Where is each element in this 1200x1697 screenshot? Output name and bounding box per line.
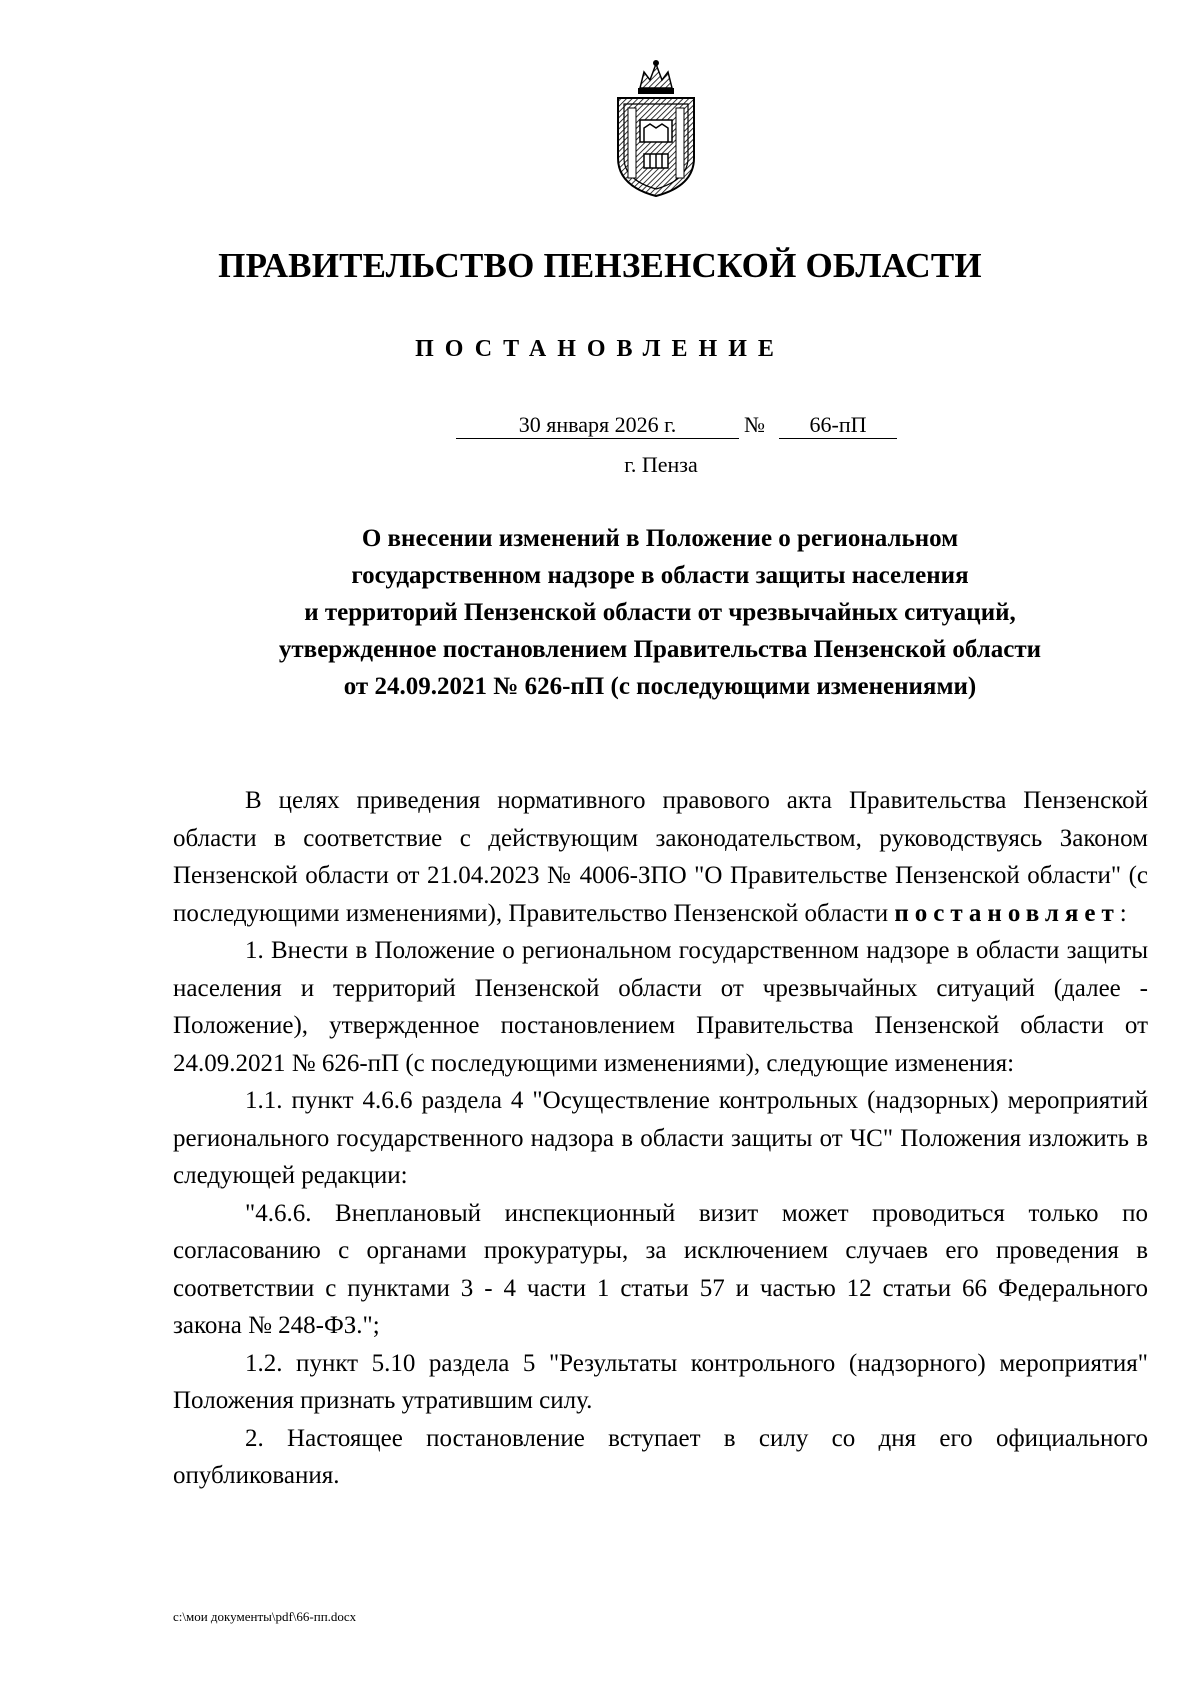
subject-line: и территорий Пензенской области от чрезвычайных ситуаций, xyxy=(304,599,1016,626)
document-city: г. Пенза xyxy=(624,452,698,477)
paragraph-1-2: 1.2. пункт 5.10 раздела 5 "Результаты контрольного (надзорного) мероприятия" Положения признать утратившим силу. xyxy=(173,1349,1148,1414)
subject-line: О внесении изменений в Положение о региональном xyxy=(361,525,959,552)
document-type: ПОСТАНОВЛЕНИЕ xyxy=(415,336,785,362)
quoted-paragraph: "4.6.6. Внеплановый инспекционный визит может проводиться только по согласованию с органами прокуратуры, за исключением случаев его проведения в соответствии с пунктами 3 - 4 части 1 статьи 57 и частью 12 статьи 66 Федерального закона № 248-ФЗ."; xyxy=(173,1199,1148,1339)
paragraph-2: 2. Настоящее постановление вступает в силу со дня его официального опубликования. xyxy=(173,1424,1148,1489)
number-sign: № xyxy=(744,412,765,437)
document-subject xyxy=(160,520,1160,705)
colon: : xyxy=(1119,899,1127,927)
preamble-paragraph xyxy=(173,782,1148,932)
document-date: 30 января 2026 г. xyxy=(456,412,739,439)
subject-line: государственном надзоре в области защиты населения xyxy=(351,562,969,589)
preamble-text: В целях приведения нормативного правового акта Правительства Пензенской области в соответствие с действующим законодательством, руководствуясь Законом Пензенской области от 21.04.2023 № 4006-ЗПО "О Правительстве Пензенской области" (с последующими изменениями), Правительство Пензенской области xyxy=(173,787,1148,927)
file-path-footer: c:\мои документы\pdf\66-пп.docx xyxy=(173,1609,357,1624)
document-number: 66-пП xyxy=(779,412,897,439)
subject-line: утвержденное постановлением Правительства Пензенской области xyxy=(278,636,1042,663)
subject-line: от 24.09.2021 № 626-пП (с последующими изменениями) xyxy=(343,673,977,700)
paragraph-1-1: 1.1. пункт 4.6.6 раздела 4 "Осуществление контрольных (надзорных) мероприятий регионального государственного надзора в области защиты от ЧС" Положения изложить в следующей редакции: xyxy=(173,1087,1148,1189)
paragraph-1: 1. Внести в Положение о региональном государственном надзоре в области защиты населения и территорий Пензенской области от чрезвычайных ситуаций (далее - Положение), утвержденное постановлением Правительства Пензенской области от 24.09.2021 № 626-пП (с последующими изменениями), следующие изменения: xyxy=(173,937,1148,1077)
coat-of-arms-icon xyxy=(610,58,702,200)
organization-title: ПРАВИТЕЛЬСТВО ПЕНЗЕНСКОЙ ОБЛАСТИ xyxy=(218,246,982,285)
decree-word: постановляет xyxy=(894,899,1120,927)
document-body xyxy=(173,782,1148,1495)
